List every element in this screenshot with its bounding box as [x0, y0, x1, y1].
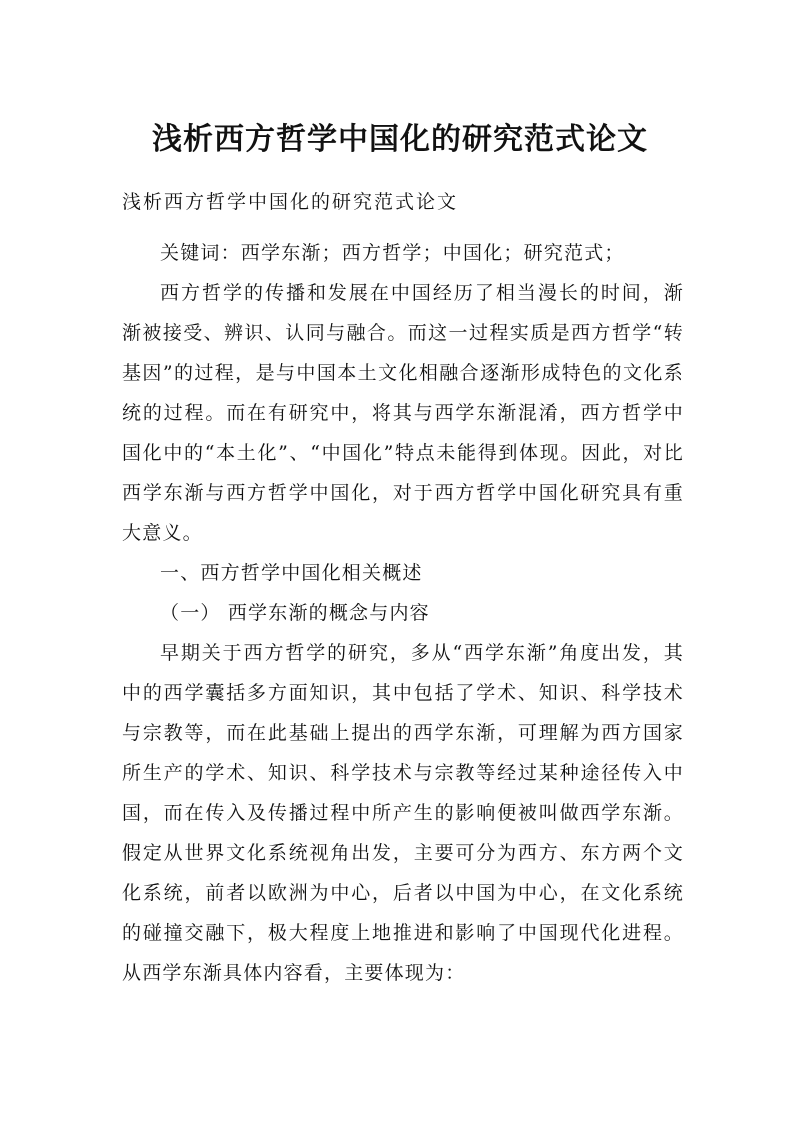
document-title: 浅析西方哲学中国化的研究范式论文: [152, 122, 648, 158]
document-subtitle: 浅析西方哲学中国化的研究范式论文: [122, 191, 459, 213]
section-heading: 一、西方哲学中国化相关概述: [160, 562, 423, 584]
subsection-heading: （一） 西学东渐的概念与内容: [160, 602, 430, 624]
document-body: [122, 233, 684, 993]
body-paragraph: 早期关于西方哲学的研究，多从“西学东渐”角度出发，其中的西学囊括多方面知识，其中包括了学术、知识、科学技术与宗教等，而在此基础上提出的西学东渐，可理解为西方国家所生产的学术、知识、科学技术与宗教等经过某种途径传入中国，而在传入及传播过程中所产生的影响便被叫做西学东渐。假定从世界文化系统视角出发，主要可分为西方、东方两个文化系统，前者以欧洲为中心，后者以中国为中心，在文化系统的碰撞交融下，极大程度上地推进和影响了中国现代化进程。从西学东渐具体内容看，主要体现为：: [122, 642, 684, 984]
keywords-paragraph: 关键词：西学东渐；西方哲学；中国化；研究范式；: [160, 242, 625, 264]
intro-paragraph: 西方哲学的传播和发展在中国经历了相当漫长的时间，渐渐被接受、辨识、认同与融合。而这一过程实质是西方哲学“转基因”的过程，是与中国本土文化相融合逐渐形成特色的文化系统的过程。而在有研究中，将其与西学东渐混淆，西方哲学中国化中的“本土化”、“中国化”特点未能得到体现。因此，对比西学东渐与西方哲学中国化，对于西方哲学中国化研究具有重大意义。: [122, 282, 684, 544]
